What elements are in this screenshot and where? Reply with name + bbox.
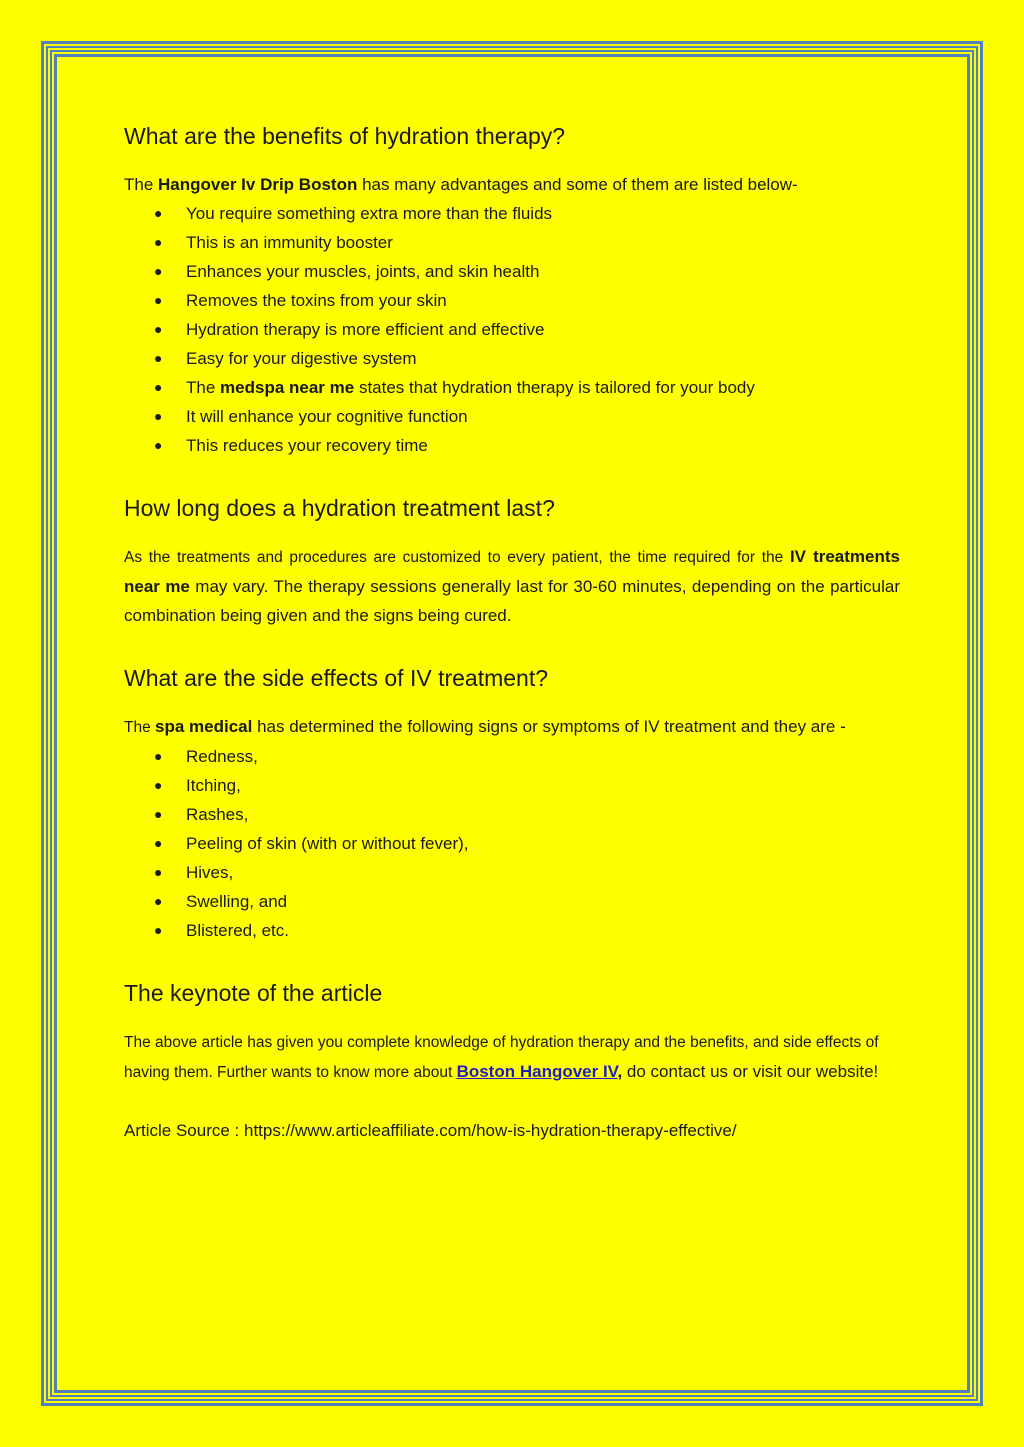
article-content xyxy=(124,122,900,1145)
bullet-icon: ● xyxy=(154,436,163,453)
list-item: ● Swelling, and xyxy=(124,887,900,916)
bullet-icon: ● xyxy=(154,291,163,308)
section-duration xyxy=(124,494,900,630)
bullet-icon: ● xyxy=(154,204,163,221)
section-keynote xyxy=(124,979,900,1087)
list-item: ● Removes the toxins from your skin xyxy=(124,286,900,315)
list-item: ● You require something extra more than the fluids xyxy=(124,199,900,228)
list-item: ● This is an immunity booster xyxy=(124,228,900,257)
list-item: ● Redness, xyxy=(124,742,900,771)
heading-duration: How long does a hydration treatment last? xyxy=(124,494,555,521)
heading-benefits: What are the benefits of hydration therapy? xyxy=(124,123,566,149)
list-item: ● It will enhance your cognitive function xyxy=(124,402,900,431)
bullet-icon: ● xyxy=(154,262,163,279)
list-item: ● Blistered, etc. xyxy=(124,916,900,945)
list-item: ● Itching, xyxy=(124,771,900,800)
side-effects-keyword: spa medical xyxy=(155,716,253,736)
section-side-effects xyxy=(124,664,900,945)
boston-hangover-iv-link[interactable]: Boston Hangover IV xyxy=(456,1061,618,1081)
bullet-icon: ● xyxy=(154,747,163,764)
intro-prefix: The xyxy=(124,174,159,194)
benefits-list xyxy=(124,199,900,460)
list-item: ● Hives, xyxy=(124,858,900,887)
list-item: ● Easy for your digestive system xyxy=(124,344,900,373)
article-source: Article Source : https://www.articleaffiliate.com/how-is-hydration-therapy-effective/ xyxy=(124,1120,737,1140)
bullet-icon: ● xyxy=(154,349,163,366)
heading-keynote: The keynote of the article xyxy=(124,979,383,1006)
list-item: ● Rashes, xyxy=(124,800,900,829)
benefits-intro xyxy=(124,170,900,199)
list-item: ● Peeling of skin (with or without fever), xyxy=(124,829,900,858)
side-effects-list xyxy=(124,742,900,945)
keynote-paragraph: The above article has given you complete knowledge of hydration therapy and the benefits, and side effects of having them. Further wants to know more about Boston Hangover IV, do contact us or visit our website! xyxy=(124,1033,879,1081)
bullet-icon: ● xyxy=(154,863,163,880)
duration-paragraph: As the treatments and procedures are customized to every patient, the time required for the IV treatments near me may vary. The therapy sessions generally last for 30-60 minutes, depending on the particular combination being given and the signs being cured. xyxy=(124,546,900,625)
heading-side-effects: What are the side effects of IV treatment? xyxy=(124,664,549,691)
list-item: ● The medspa near me states that hydration therapy is tailored for your body xyxy=(124,373,900,402)
bullet-icon: ● xyxy=(154,892,163,909)
intro-suffix: has many advantages and some of them are listed below- xyxy=(357,174,798,194)
list-item: ● Hydration therapy is more efficient and effective xyxy=(124,315,900,344)
intro-keyword: Hangover Iv Drip Boston xyxy=(158,174,358,194)
bullet-icon: ● xyxy=(154,233,163,250)
bullet-icon: ● xyxy=(154,776,163,793)
list-item: ● Enhances your muscles, joints, and skin health xyxy=(124,257,900,286)
duration-keyword: IV treatments near me xyxy=(124,546,900,596)
bullet-icon: ● xyxy=(154,921,163,938)
bullet-icon: ● xyxy=(154,805,163,822)
bullet-icon: ● xyxy=(154,320,163,337)
section-benefits xyxy=(124,122,900,460)
bullet-icon: ● xyxy=(154,407,163,424)
bullet-icon: ● xyxy=(154,378,163,395)
bullet-icon: ● xyxy=(154,834,163,851)
list-item: ● This reduces your recovery time xyxy=(124,431,900,460)
side-effects-intro: The spa medical has determined the following signs or symptoms of IV treatment and they are - xyxy=(124,716,846,736)
